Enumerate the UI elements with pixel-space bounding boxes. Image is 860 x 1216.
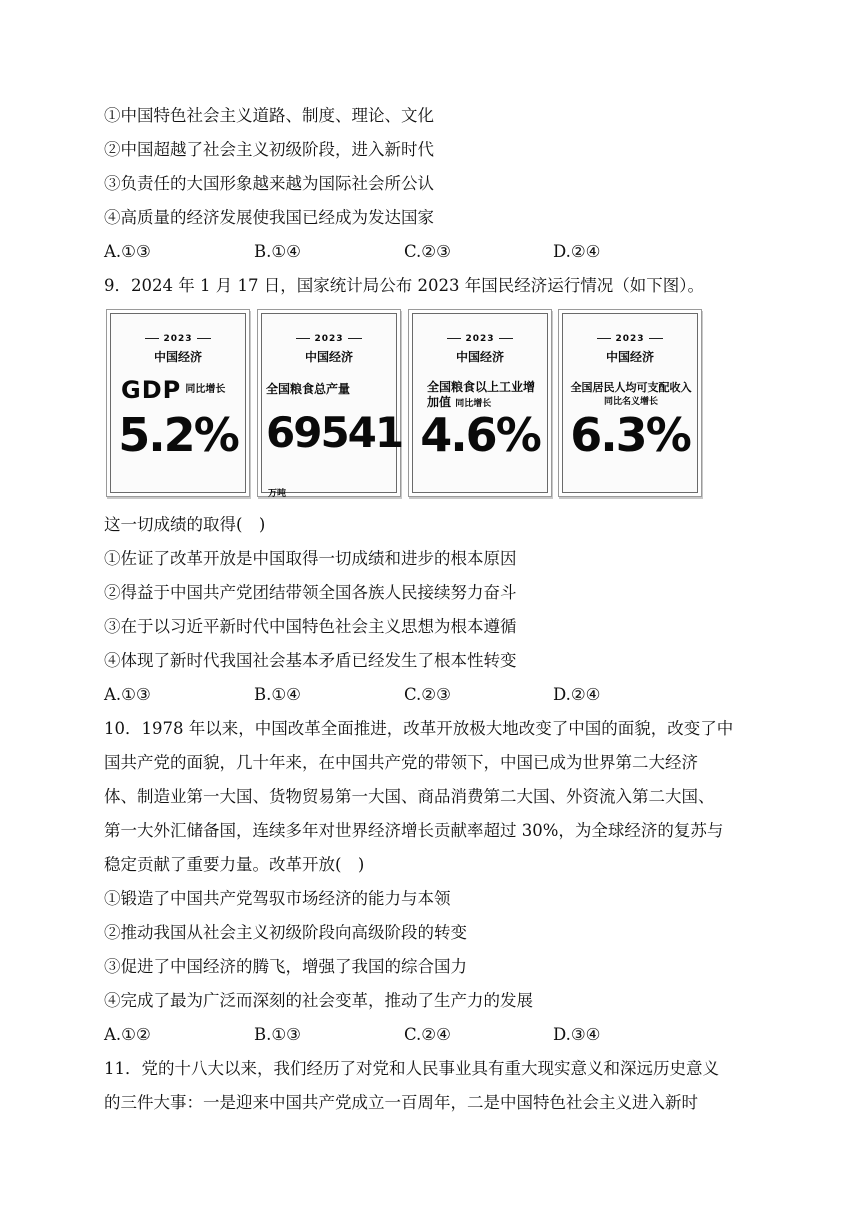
q9-option-1: ①佐证了改革开放是中国取得一切成绩和进步的根本原因 bbox=[104, 549, 517, 568]
q10-choice-b: B.①③ bbox=[254, 1025, 301, 1044]
q10-stem-line-2: 国共产党的面貌，几十年来，在中国共产党的带领下，中国已成为世界第二大经济 bbox=[104, 753, 698, 772]
card-value-row bbox=[266, 408, 408, 506]
q9-choice-b: B.①④ bbox=[254, 685, 301, 704]
q9-stem: 9．2024 年 1 月 17 日，国家统计局公布 2023 年国民经济运行情况（如下图）。 bbox=[104, 276, 704, 295]
q8-option-4: ④高质量的经济发展使我国已经成为发达国家 bbox=[104, 208, 434, 227]
stat-card-industry bbox=[408, 309, 552, 497]
card-value: 5.2% bbox=[118, 408, 238, 462]
card-year: 2023 bbox=[258, 334, 400, 344]
q11-stem-line-1: 11．党的十八大以来，我们经历了对党和人民事业具有重大现实意义和深远历史意义 bbox=[104, 1059, 719, 1078]
q8-option-1: ①中国特色社会主义道路、制度、理论、文化 bbox=[104, 106, 434, 125]
card-brand: 中国经济 bbox=[304, 350, 353, 364]
card-unit: 万吨 bbox=[268, 489, 287, 499]
q8-choices bbox=[104, 242, 804, 262]
q8-choice-c: C.②③ bbox=[404, 242, 451, 261]
card-label-main: 全国居民人均可支配收入 bbox=[570, 381, 692, 394]
card-value: 4.6% bbox=[420, 408, 540, 462]
q9-prompt: 这一切成绩的取得( ) bbox=[104, 515, 266, 534]
q10-stem-line-1: 10．1978 年以来，中国改革全面推进，改革开放极大地改变了中国的面貌，改变了中 bbox=[104, 719, 734, 738]
q9-option-2: ②得益于中国共产党团结带领全国各族人民接续努力奋斗 bbox=[104, 583, 517, 602]
card-label-sub: 同比增长 bbox=[455, 399, 492, 409]
q8-choice-b: B.①④ bbox=[254, 242, 301, 261]
q8-choice-a: A.①③ bbox=[104, 242, 151, 261]
q10-option-4: ④完成了最为广泛而深刻的社会变革，推动了生产力的发展 bbox=[104, 991, 533, 1010]
card-label-main: 全国粮食以上工业增加值 bbox=[427, 380, 536, 409]
q11-stem-line-2: 的三件大事：一是迎来中国共产党成立一百周年，二是中国特色社会主义进入新时 bbox=[104, 1093, 698, 1112]
stat-card-income bbox=[558, 309, 702, 497]
card-label-sub: 同比增长 bbox=[185, 384, 226, 395]
q8-option-3: ③负责任的大国形象越来越为国际社会所公认 bbox=[104, 174, 434, 193]
card-label-main: GDP bbox=[121, 376, 182, 404]
q10-stem-line-5: 稳定贡献了重要力量。改革开放( ) bbox=[104, 855, 365, 874]
card-year: 2023 bbox=[107, 334, 249, 344]
q10-choice-d: D.③④ bbox=[553, 1025, 601, 1044]
stat-card-gdp bbox=[106, 309, 250, 497]
q10-option-1: ①锻造了中国共产党驾驭市场经济的能力与本领 bbox=[104, 889, 451, 908]
card-brand: 中国经济 bbox=[153, 350, 202, 364]
q8-option-2: ②中国超越了社会主义初级阶段，进入新时代 bbox=[104, 140, 434, 159]
q10-option-3: ③促进了中国经济的腾飞，增强了我国的综合国力 bbox=[104, 957, 467, 976]
card-value: 69541 bbox=[266, 408, 403, 457]
economy-stat-cards bbox=[106, 309, 700, 499]
card-year: 2023 bbox=[409, 334, 551, 344]
card-year: 2023 bbox=[559, 334, 701, 344]
q10-stem-line-4: 第一大外汇储备国，连续多年对世界经济增长贡献率超过 30%，为全球经济的复苏与 bbox=[104, 821, 724, 840]
q10-choices bbox=[104, 1025, 804, 1045]
card-brand: 中国经济 bbox=[455, 350, 504, 364]
q9-choices bbox=[104, 685, 804, 705]
stat-card-grain-output bbox=[257, 309, 401, 497]
q10-choice-c: C.②④ bbox=[404, 1025, 451, 1044]
q10-choice-a: A.①② bbox=[104, 1025, 151, 1044]
card-label bbox=[121, 376, 253, 404]
card-label-main: 全国粮食总产量 bbox=[266, 382, 351, 396]
q9-option-4: ④体现了新时代我国社会基本矛盾已经发生了根本性转变 bbox=[104, 651, 517, 670]
q9-option-3: ③在于以习近平新时代中国特色社会主义思想为根本遵循 bbox=[104, 617, 517, 636]
q9-choice-a: A.①③ bbox=[104, 685, 151, 704]
q9-choice-d: D.②④ bbox=[553, 685, 601, 704]
card-brand: 中国经济 bbox=[605, 350, 654, 364]
q10-stem-line-3: 体、制造业第一大国、货物贸易第一大国、商品消费第二大国、外资流入第二大国、 bbox=[104, 787, 715, 806]
card-value: 6.3% bbox=[570, 408, 690, 462]
q10-option-2: ②推动我国从社会主义初级阶段向高级阶段的转变 bbox=[104, 923, 467, 942]
q9-choice-c: C.②③ bbox=[404, 685, 451, 704]
q8-choice-d: D.②④ bbox=[553, 242, 601, 261]
card-label-sub: 同比名义增长 bbox=[603, 397, 658, 407]
